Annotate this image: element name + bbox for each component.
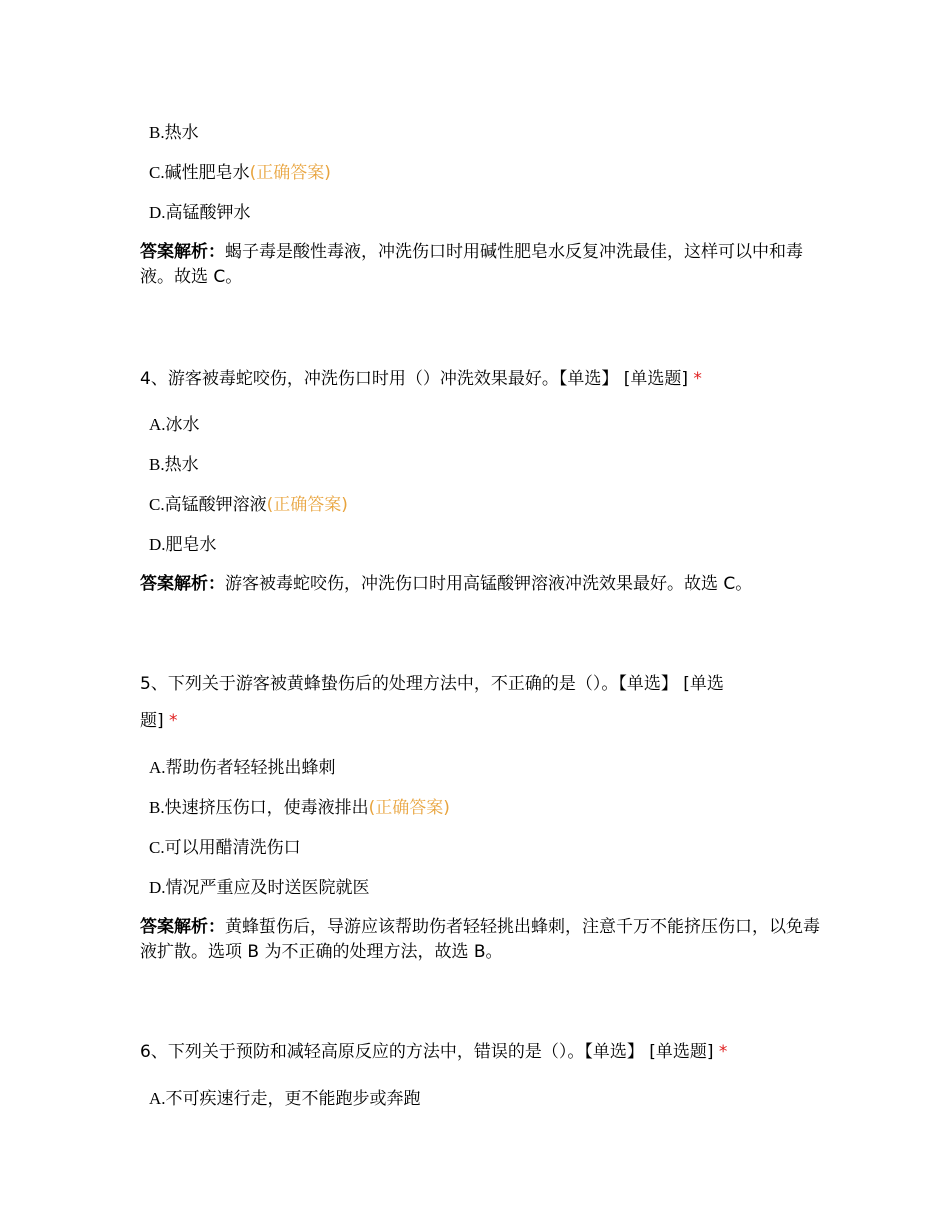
correct-answer-tag: (正确答案) bbox=[368, 798, 450, 818]
option-d[interactable]: D.高锰酸钾水 bbox=[149, 203, 251, 223]
option-c[interactable]: C.可以用醋清洗伤口 bbox=[149, 838, 301, 858]
required-marker: * bbox=[163, 711, 178, 731]
option-d[interactable]: D.情况严重应及时送医院就医 bbox=[149, 878, 370, 898]
option-c[interactable]: C.碱性肥皂水(正确答案) bbox=[149, 163, 331, 183]
required-marker: * bbox=[688, 369, 702, 389]
explanation-label: 答案解析： bbox=[140, 574, 225, 594]
question-title: 4、游客被毒蛇咬伤，冲洗伤口时用（）冲洗效果最好。【单选】 [单选题] * bbox=[140, 369, 702, 389]
question-title-continued: 题] * bbox=[140, 711, 178, 731]
required-marker: * bbox=[713, 1042, 728, 1062]
option-a[interactable]: A.帮助伤者轻轻挑出蜂刺 bbox=[149, 758, 336, 778]
explanation-text: 黄蜂蜇伤后，导游应该帮助伤者轻轻挑出蜂刺，注意千万不能挤压伤口，以免毒液扩散。选项 B 为不正确的处理方法，故选 B。 bbox=[140, 917, 820, 962]
option-b[interactable]: B.热水 bbox=[149, 455, 199, 475]
question-title: 5、下列关于游客被黄蜂蛰伤后的处理方法中，不正确的是（）。【单选】 [单选 bbox=[140, 674, 724, 694]
option-a[interactable]: A.不可疾速行走，更不能跑步或奔跑 bbox=[149, 1089, 421, 1109]
answer-explanation bbox=[140, 572, 820, 597]
option-d[interactable]: D.肥皂水 bbox=[149, 535, 217, 555]
option-b[interactable]: B.快速挤压伤口，使毒液排出(正确答案) bbox=[149, 798, 450, 818]
explanation-text: 游客被毒蛇咬伤，冲洗伤口时用高锰酸钾溶液冲洗效果最好。故选 C。 bbox=[225, 574, 753, 594]
question-title: 6、下列关于预防和减轻高原反应的方法中，错误的是（）。【单选】 [单选题] * bbox=[140, 1042, 728, 1062]
correct-answer-tag: (正确答案) bbox=[266, 495, 348, 515]
explanation-label: 答案解析： bbox=[140, 917, 225, 937]
option-b[interactable]: B.热水 bbox=[149, 123, 199, 143]
answer-explanation bbox=[140, 240, 820, 290]
option-a[interactable]: A.冰水 bbox=[149, 415, 200, 435]
correct-answer-tag: (正确答案) bbox=[249, 163, 331, 183]
explanation-label: 答案解析： bbox=[140, 242, 225, 262]
answer-explanation bbox=[140, 915, 820, 965]
explanation-text: 蝎子毒是酸性毒液，冲洗伤口时用碱性肥皂水反复冲洗最佳，这样可以中和毒液。故选 C。 bbox=[140, 242, 803, 287]
option-c[interactable]: C.高锰酸钾溶液(正确答案) bbox=[149, 495, 348, 515]
